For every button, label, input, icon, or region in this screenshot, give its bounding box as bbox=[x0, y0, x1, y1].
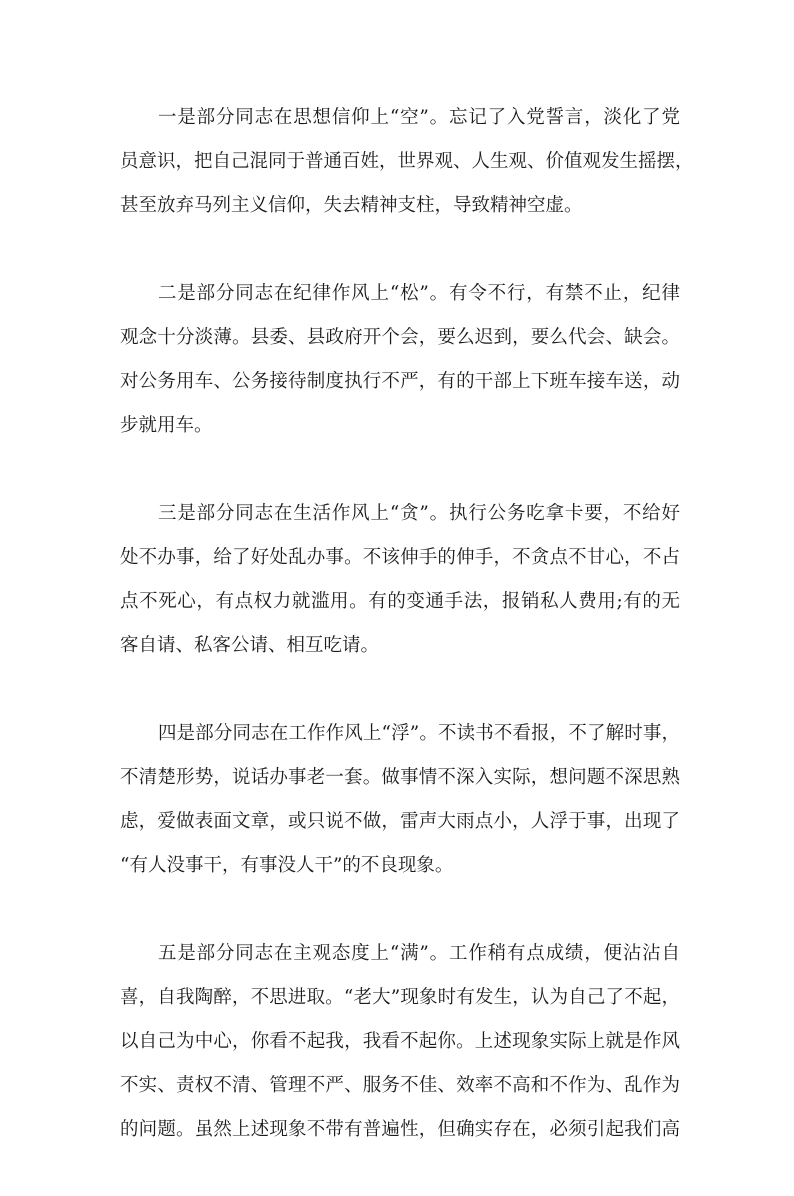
paragraph-line: 四是部分同志在工作作风上“浮”。不读书不看报，不了解时事， bbox=[158, 723, 680, 744]
paragraph-line: 不实、责权不清、管理不严、服务不佳、效率不高和不作为、乱作为 bbox=[120, 1075, 680, 1096]
document-page bbox=[120, 96, 694, 1196]
paragraph-line: 一是部分同志在思想信仰上“空”。忘记了入党誓言，淡化了党 bbox=[158, 107, 680, 128]
paragraph-line: 虑，爱做表面文章，或只说不做，雷声大雨点小，人浮于事，出现了 bbox=[120, 811, 680, 832]
paragraph-line: 客自请、私客公请、相互吃请。 bbox=[120, 635, 380, 656]
paragraph-line: 员意识，把自己混同于普通百姓，世界观、人生观、价值观发生摇摆， bbox=[120, 151, 694, 172]
paragraph-3 bbox=[120, 492, 680, 668]
paragraph-5 bbox=[120, 932, 680, 1152]
paragraph-line: “有人没事干，有事没人干”的不良现象。 bbox=[120, 855, 454, 876]
paragraph-2 bbox=[120, 272, 680, 448]
paragraph-4 bbox=[120, 712, 680, 888]
paragraph-line: 对公务用车、公务接待制度执行不严，有的干部上下班车接车送，动 bbox=[120, 371, 680, 392]
paragraph-line: 二是部分同志在纪律作风上“松”。有令不行，有禁不止，纪律 bbox=[158, 283, 680, 304]
paragraph-line: 步就用车。 bbox=[120, 415, 213, 436]
paragraph-line: 甚至放弃马列主义信仰，失去精神支柱，导致精神空虚。 bbox=[120, 195, 583, 216]
paragraph-line: 处不办事，给了好处乱办事。不该伸手的伸手，不贪点不甘心，不占 bbox=[120, 547, 680, 568]
paragraph-1 bbox=[120, 96, 694, 228]
paragraph-line: 观念十分淡薄。县委、县政府开个会，要么迟到，要么代会、缺会。 bbox=[120, 327, 680, 348]
paragraph-line: 的问题。虽然上述现象不带有普遍性，但确实存在，必须引起我们高 bbox=[120, 1119, 680, 1140]
paragraph-line: 不清楚形势，说话办事老一套。做事情不深入实际，想问题不深思熟 bbox=[120, 767, 680, 788]
paragraph-line: 五是部分同志在主观态度上“满”。工作稍有点成绩，便沾沾自 bbox=[158, 943, 680, 964]
paragraph-line: 喜，自我陶醉，不思进取。“老大”现象时有发生，认为自己了不起， bbox=[120, 987, 680, 1008]
paragraph-line: 三是部分同志在生活作风上“贪”。执行公务吃拿卡要，不给好 bbox=[158, 503, 680, 524]
paragraph-line: 以自己为中心，你看不起我，我看不起你。上述现象实际上就是作风 bbox=[120, 1031, 680, 1052]
paragraph-line: 点不死心，有点权力就滥用。有的变通手法，报销私人费用;有的无 bbox=[120, 591, 680, 612]
